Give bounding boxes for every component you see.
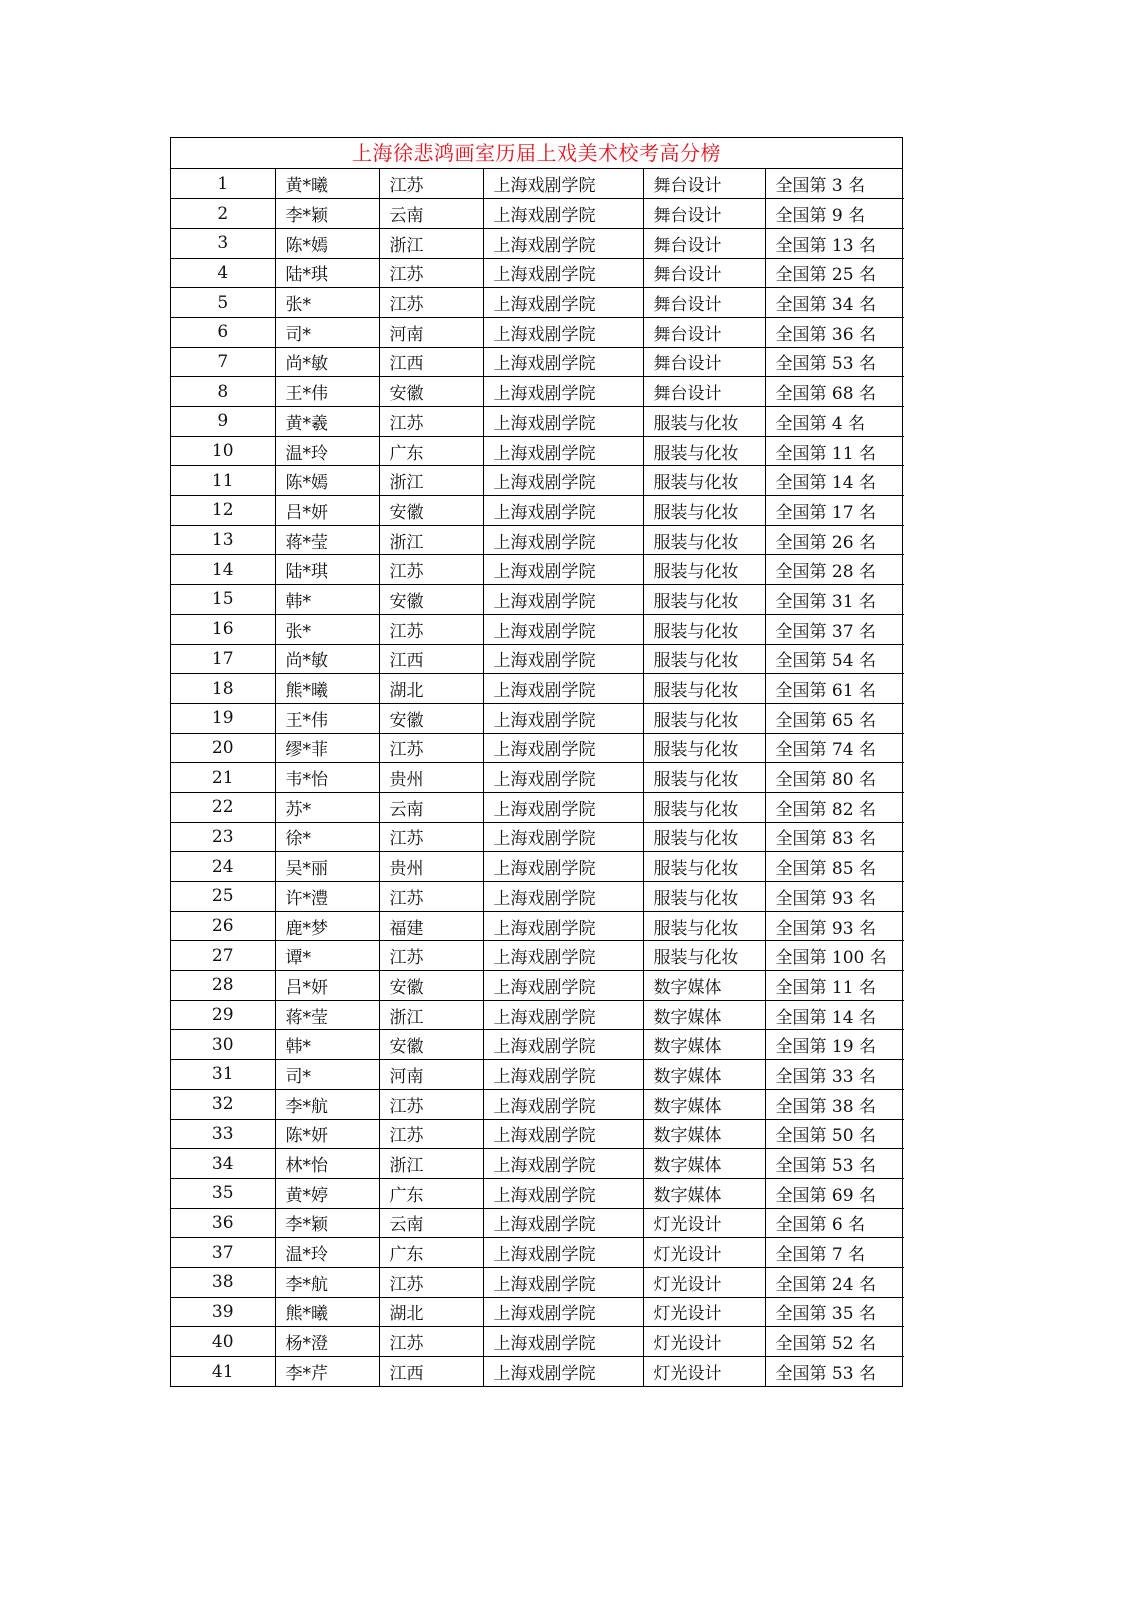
school-cell: 上海戏剧学院 <box>483 1060 643 1090</box>
national-rank-cell: 全国第 69 名 <box>765 1178 904 1208</box>
school-cell: 上海戏剧学院 <box>483 377 643 407</box>
student-name-cell: 李*颖 <box>275 1208 379 1238</box>
province-cell: 安徽 <box>379 496 483 526</box>
province-cell: 江西 <box>379 644 483 674</box>
table-row <box>171 1297 904 1327</box>
national-rank-cell: 全国第 50 名 <box>765 1119 904 1149</box>
table-row <box>171 822 904 852</box>
student-name-cell: 陈*妍 <box>275 1119 379 1149</box>
ranking-table <box>171 169 904 1386</box>
major-cell: 数字媒体 <box>643 1149 765 1179</box>
national-rank-cell: 全国第 54 名 <box>765 644 904 674</box>
national-rank-cell: 全国第 28 名 <box>765 555 904 585</box>
school-cell: 上海戏剧学院 <box>483 555 643 585</box>
province-cell: 安徽 <box>379 703 483 733</box>
row-number-cell: 9 <box>171 407 275 437</box>
school-cell: 上海戏剧学院 <box>483 496 643 526</box>
national-rank-cell: 全国第 52 名 <box>765 1327 904 1357</box>
national-rank-cell: 全国第 36 名 <box>765 317 904 347</box>
table-row <box>171 436 904 466</box>
row-number-cell: 4 <box>171 258 275 288</box>
province-cell: 江苏 <box>379 822 483 852</box>
school-cell: 上海戏剧学院 <box>483 199 643 229</box>
row-number-cell: 28 <box>171 971 275 1001</box>
row-number-cell: 15 <box>171 585 275 615</box>
student-name-cell: 李*航 <box>275 1267 379 1297</box>
row-number-cell: 31 <box>171 1060 275 1090</box>
national-rank-cell: 全国第 13 名 <box>765 228 904 258</box>
school-cell: 上海戏剧学院 <box>483 169 643 199</box>
province-cell: 浙江 <box>379 1149 483 1179</box>
row-number-cell: 10 <box>171 436 275 466</box>
student-name-cell: 韩* <box>275 585 379 615</box>
major-cell: 服装与化妆 <box>643 614 765 644</box>
table-row <box>171 911 904 941</box>
province-cell: 江苏 <box>379 555 483 585</box>
row-number-cell: 29 <box>171 1000 275 1030</box>
student-name-cell: 鹿*梦 <box>275 911 379 941</box>
national-rank-cell: 全国第 4 名 <box>765 407 904 437</box>
major-cell: 舞台设计 <box>643 228 765 258</box>
national-rank-cell: 全国第 14 名 <box>765 466 904 496</box>
student-name-cell: 陆*琪 <box>275 258 379 288</box>
student-name-cell: 杨*澄 <box>275 1327 379 1357</box>
national-rank-cell: 全国第 3 名 <box>765 169 904 199</box>
row-number-cell: 27 <box>171 941 275 971</box>
school-cell: 上海戏剧学院 <box>483 882 643 912</box>
major-cell: 服装与化妆 <box>643 525 765 555</box>
major-cell: 服装与化妆 <box>643 941 765 971</box>
major-cell: 数字媒体 <box>643 1030 765 1060</box>
province-cell: 江苏 <box>379 258 483 288</box>
school-cell: 上海戏剧学院 <box>483 644 643 674</box>
table-row <box>171 1178 904 1208</box>
table-row <box>171 407 904 437</box>
major-cell: 数字媒体 <box>643 1119 765 1149</box>
row-number-cell: 17 <box>171 644 275 674</box>
student-name-cell: 黄*婷 <box>275 1178 379 1208</box>
row-number-cell: 13 <box>171 525 275 555</box>
table-row <box>171 1208 904 1238</box>
student-name-cell: 张* <box>275 614 379 644</box>
national-rank-cell: 全国第 93 名 <box>765 911 904 941</box>
province-cell: 江苏 <box>379 288 483 318</box>
province-cell: 江苏 <box>379 1119 483 1149</box>
national-rank-cell: 全国第 26 名 <box>765 525 904 555</box>
row-number-cell: 30 <box>171 1030 275 1060</box>
table-row <box>171 288 904 318</box>
student-name-cell: 李*航 <box>275 1089 379 1119</box>
province-cell: 江苏 <box>379 1327 483 1357</box>
row-number-cell: 34 <box>171 1149 275 1179</box>
table-row <box>171 228 904 258</box>
national-rank-cell: 全国第 6 名 <box>765 1208 904 1238</box>
table-row <box>171 1267 904 1297</box>
row-number-cell: 25 <box>171 882 275 912</box>
student-name-cell: 林*怡 <box>275 1149 379 1179</box>
province-cell: 贵州 <box>379 763 483 793</box>
major-cell: 服装与化妆 <box>643 555 765 585</box>
table-row <box>171 614 904 644</box>
table-row <box>171 1149 904 1179</box>
national-rank-cell: 全国第 85 名 <box>765 852 904 882</box>
table-row <box>171 792 904 822</box>
national-rank-cell: 全国第 17 名 <box>765 496 904 526</box>
major-cell: 数字媒体 <box>643 1060 765 1090</box>
province-cell: 江苏 <box>379 169 483 199</box>
row-number-cell: 21 <box>171 763 275 793</box>
national-rank-cell: 全国第 53 名 <box>765 1357 904 1387</box>
student-name-cell: 韦*怡 <box>275 763 379 793</box>
row-number-cell: 22 <box>171 792 275 822</box>
student-name-cell: 蒋*莹 <box>275 1000 379 1030</box>
ranking-table-body <box>171 169 904 1386</box>
school-cell: 上海戏剧学院 <box>483 1357 643 1387</box>
major-cell: 服装与化妆 <box>643 792 765 822</box>
province-cell: 江苏 <box>379 941 483 971</box>
major-cell: 灯光设计 <box>643 1357 765 1387</box>
national-rank-cell: 全国第 19 名 <box>765 1030 904 1060</box>
student-name-cell: 黄*曦 <box>275 169 379 199</box>
school-cell: 上海戏剧学院 <box>483 792 643 822</box>
school-cell: 上海戏剧学院 <box>483 1119 643 1149</box>
school-cell: 上海戏剧学院 <box>483 258 643 288</box>
major-cell: 灯光设计 <box>643 1238 765 1268</box>
province-cell: 江苏 <box>379 407 483 437</box>
row-number-cell: 16 <box>171 614 275 644</box>
school-cell: 上海戏剧学院 <box>483 525 643 555</box>
major-cell: 服装与化妆 <box>643 733 765 763</box>
table-row <box>171 1357 904 1387</box>
row-number-cell: 11 <box>171 466 275 496</box>
row-number-cell: 19 <box>171 703 275 733</box>
province-cell: 江西 <box>379 347 483 377</box>
school-cell: 上海戏剧学院 <box>483 288 643 318</box>
student-name-cell: 温*玲 <box>275 436 379 466</box>
student-name-cell: 谭* <box>275 941 379 971</box>
school-cell: 上海戏剧学院 <box>483 971 643 1001</box>
province-cell: 江苏 <box>379 1089 483 1119</box>
major-cell: 服装与化妆 <box>643 436 765 466</box>
student-name-cell: 王*伟 <box>275 703 379 733</box>
national-rank-cell: 全国第 83 名 <box>765 822 904 852</box>
major-cell: 舞台设计 <box>643 199 765 229</box>
student-name-cell: 吕*妍 <box>275 971 379 1001</box>
school-cell: 上海戏剧学院 <box>483 347 643 377</box>
student-name-cell: 徐* <box>275 822 379 852</box>
table-row <box>171 199 904 229</box>
table-row <box>171 971 904 1001</box>
school-cell: 上海戏剧学院 <box>483 941 643 971</box>
major-cell: 灯光设计 <box>643 1267 765 1297</box>
province-cell: 江苏 <box>379 882 483 912</box>
table-row <box>171 466 904 496</box>
row-number-cell: 2 <box>171 199 275 229</box>
school-cell: 上海戏剧学院 <box>483 852 643 882</box>
national-rank-cell: 全国第 80 名 <box>765 763 904 793</box>
student-name-cell: 吴*丽 <box>275 852 379 882</box>
table-row <box>171 496 904 526</box>
school-cell: 上海戏剧学院 <box>483 585 643 615</box>
major-cell: 服装与化妆 <box>643 644 765 674</box>
table-row <box>171 941 904 971</box>
national-rank-cell: 全国第 9 名 <box>765 199 904 229</box>
major-cell: 服装与化妆 <box>643 703 765 733</box>
table-row <box>171 377 904 407</box>
school-cell: 上海戏剧学院 <box>483 822 643 852</box>
student-name-cell: 缪*菲 <box>275 733 379 763</box>
table-row <box>171 1030 904 1060</box>
table-row <box>171 585 904 615</box>
row-number-cell: 39 <box>171 1297 275 1327</box>
row-number-cell: 32 <box>171 1089 275 1119</box>
row-number-cell: 33 <box>171 1119 275 1149</box>
school-cell: 上海戏剧学院 <box>483 1030 643 1060</box>
ranking-sheet <box>170 137 903 1387</box>
national-rank-cell: 全国第 68 名 <box>765 377 904 407</box>
province-cell: 湖北 <box>379 674 483 704</box>
student-name-cell: 吕*妍 <box>275 496 379 526</box>
major-cell: 服装与化妆 <box>643 911 765 941</box>
major-cell: 数字媒体 <box>643 1178 765 1208</box>
student-name-cell: 李*颖 <box>275 199 379 229</box>
table-row <box>171 525 904 555</box>
national-rank-cell: 全国第 25 名 <box>765 258 904 288</box>
table-row <box>171 674 904 704</box>
school-cell: 上海戏剧学院 <box>483 1149 643 1179</box>
major-cell: 服装与化妆 <box>643 822 765 852</box>
student-name-cell: 韩* <box>275 1030 379 1060</box>
table-row <box>171 1119 904 1149</box>
student-name-cell: 苏* <box>275 792 379 822</box>
school-cell: 上海戏剧学院 <box>483 436 643 466</box>
province-cell: 安徽 <box>379 585 483 615</box>
province-cell: 广东 <box>379 1178 483 1208</box>
table-row <box>171 1238 904 1268</box>
school-cell: 上海戏剧学院 <box>483 407 643 437</box>
national-rank-cell: 全国第 61 名 <box>765 674 904 704</box>
row-number-cell: 7 <box>171 347 275 377</box>
national-rank-cell: 全国第 7 名 <box>765 1238 904 1268</box>
row-number-cell: 41 <box>171 1357 275 1387</box>
row-number-cell: 26 <box>171 911 275 941</box>
table-row <box>171 852 904 882</box>
row-number-cell: 20 <box>171 733 275 763</box>
row-number-cell: 36 <box>171 1208 275 1238</box>
table-row <box>171 703 904 733</box>
row-number-cell: 5 <box>171 288 275 318</box>
student-name-cell: 温*玲 <box>275 1238 379 1268</box>
province-cell: 河南 <box>379 317 483 347</box>
major-cell: 数字媒体 <box>643 1000 765 1030</box>
student-name-cell: 陈*嫣 <box>275 466 379 496</box>
major-cell: 灯光设计 <box>643 1208 765 1238</box>
major-cell: 舞台设计 <box>643 258 765 288</box>
major-cell: 服装与化妆 <box>643 496 765 526</box>
row-number-cell: 23 <box>171 822 275 852</box>
province-cell: 河南 <box>379 1060 483 1090</box>
national-rank-cell: 全国第 65 名 <box>765 703 904 733</box>
province-cell: 湖北 <box>379 1297 483 1327</box>
student-name-cell: 熊*曦 <box>275 1297 379 1327</box>
table-row <box>171 347 904 377</box>
table-row <box>171 733 904 763</box>
national-rank-cell: 全国第 37 名 <box>765 614 904 644</box>
student-name-cell: 张* <box>275 288 379 318</box>
national-rank-cell: 全国第 24 名 <box>765 1267 904 1297</box>
province-cell: 江苏 <box>379 614 483 644</box>
province-cell: 安徽 <box>379 377 483 407</box>
province-cell: 广东 <box>379 1238 483 1268</box>
table-row <box>171 882 904 912</box>
national-rank-cell: 全国第 14 名 <box>765 1000 904 1030</box>
province-cell: 江苏 <box>379 1267 483 1297</box>
row-number-cell: 40 <box>171 1327 275 1357</box>
major-cell: 服装与化妆 <box>643 585 765 615</box>
national-rank-cell: 全国第 38 名 <box>765 1089 904 1119</box>
national-rank-cell: 全国第 82 名 <box>765 792 904 822</box>
table-row <box>171 258 904 288</box>
student-name-cell: 陆*琪 <box>275 555 379 585</box>
student-name-cell: 蒋*莹 <box>275 525 379 555</box>
row-number-cell: 37 <box>171 1238 275 1268</box>
national-rank-cell: 全国第 53 名 <box>765 347 904 377</box>
school-cell: 上海戏剧学院 <box>483 703 643 733</box>
major-cell: 服装与化妆 <box>643 407 765 437</box>
province-cell: 福建 <box>379 911 483 941</box>
school-cell: 上海戏剧学院 <box>483 911 643 941</box>
national-rank-cell: 全国第 34 名 <box>765 288 904 318</box>
table-row <box>171 555 904 585</box>
row-number-cell: 1 <box>171 169 275 199</box>
national-rank-cell: 全国第 74 名 <box>765 733 904 763</box>
student-name-cell: 司* <box>275 1060 379 1090</box>
major-cell: 服装与化妆 <box>643 852 765 882</box>
row-number-cell: 3 <box>171 228 275 258</box>
province-cell: 浙江 <box>379 525 483 555</box>
major-cell: 数字媒体 <box>643 971 765 1001</box>
row-number-cell: 6 <box>171 317 275 347</box>
national-rank-cell: 全国第 33 名 <box>765 1060 904 1090</box>
school-cell: 上海戏剧学院 <box>483 1178 643 1208</box>
row-number-cell: 8 <box>171 377 275 407</box>
major-cell: 数字媒体 <box>643 1089 765 1119</box>
table-row <box>171 1060 904 1090</box>
major-cell: 舞台设计 <box>643 347 765 377</box>
province-cell: 浙江 <box>379 1000 483 1030</box>
school-cell: 上海戏剧学院 <box>483 317 643 347</box>
school-cell: 上海戏剧学院 <box>483 763 643 793</box>
school-cell: 上海戏剧学院 <box>483 228 643 258</box>
national-rank-cell: 全国第 53 名 <box>765 1149 904 1179</box>
province-cell: 贵州 <box>379 852 483 882</box>
major-cell: 服装与化妆 <box>643 466 765 496</box>
province-cell: 云南 <box>379 199 483 229</box>
school-cell: 上海戏剧学院 <box>483 674 643 704</box>
school-cell: 上海戏剧学院 <box>483 733 643 763</box>
row-number-cell: 18 <box>171 674 275 704</box>
national-rank-cell: 全国第 11 名 <box>765 436 904 466</box>
province-cell: 安徽 <box>379 971 483 1001</box>
table-row <box>171 1327 904 1357</box>
school-cell: 上海戏剧学院 <box>483 614 643 644</box>
table-row <box>171 763 904 793</box>
row-number-cell: 35 <box>171 1178 275 1208</box>
row-number-cell: 38 <box>171 1267 275 1297</box>
major-cell: 服装与化妆 <box>643 763 765 793</box>
province-cell: 江西 <box>379 1357 483 1387</box>
major-cell: 服装与化妆 <box>643 674 765 704</box>
school-cell: 上海戏剧学院 <box>483 466 643 496</box>
province-cell: 浙江 <box>379 466 483 496</box>
student-name-cell: 陈*嫣 <box>275 228 379 258</box>
major-cell: 服装与化妆 <box>643 882 765 912</box>
row-number-cell: 14 <box>171 555 275 585</box>
student-name-cell: 熊*曦 <box>275 674 379 704</box>
major-cell: 灯光设计 <box>643 1297 765 1327</box>
province-cell: 云南 <box>379 1208 483 1238</box>
student-name-cell: 许*澧 <box>275 882 379 912</box>
school-cell: 上海戏剧学院 <box>483 1089 643 1119</box>
school-cell: 上海戏剧学院 <box>483 1297 643 1327</box>
major-cell: 舞台设计 <box>643 169 765 199</box>
table-row <box>171 169 904 199</box>
school-cell: 上海戏剧学院 <box>483 1327 643 1357</box>
major-cell: 舞台设计 <box>643 317 765 347</box>
province-cell: 安徽 <box>379 1030 483 1060</box>
student-name-cell: 黄*羲 <box>275 407 379 437</box>
sheet-title: 上海徐悲鸿画室历届上戏美术校考高分榜 <box>171 138 902 169</box>
table-row <box>171 1000 904 1030</box>
national-rank-cell: 全国第 11 名 <box>765 971 904 1001</box>
national-rank-cell: 全国第 31 名 <box>765 585 904 615</box>
student-name-cell: 司* <box>275 317 379 347</box>
student-name-cell: 尚*敏 <box>275 644 379 674</box>
school-cell: 上海戏剧学院 <box>483 1208 643 1238</box>
table-row <box>171 644 904 674</box>
national-rank-cell: 全国第 93 名 <box>765 882 904 912</box>
national-rank-cell: 全国第 100 名 <box>765 941 904 971</box>
student-name-cell: 尚*敏 <box>275 347 379 377</box>
major-cell: 舞台设计 <box>643 288 765 318</box>
row-number-cell: 12 <box>171 496 275 526</box>
student-name-cell: 王*伟 <box>275 377 379 407</box>
school-cell: 上海戏剧学院 <box>483 1267 643 1297</box>
province-cell: 浙江 <box>379 228 483 258</box>
table-row <box>171 1089 904 1119</box>
province-cell: 广东 <box>379 436 483 466</box>
major-cell: 舞台设计 <box>643 377 765 407</box>
row-number-cell: 24 <box>171 852 275 882</box>
table-row <box>171 317 904 347</box>
province-cell: 云南 <box>379 792 483 822</box>
province-cell: 江苏 <box>379 733 483 763</box>
student-name-cell: 李*芹 <box>275 1357 379 1387</box>
national-rank-cell: 全国第 35 名 <box>765 1297 904 1327</box>
major-cell: 灯光设计 <box>643 1327 765 1357</box>
school-cell: 上海戏剧学院 <box>483 1238 643 1268</box>
school-cell: 上海戏剧学院 <box>483 1000 643 1030</box>
